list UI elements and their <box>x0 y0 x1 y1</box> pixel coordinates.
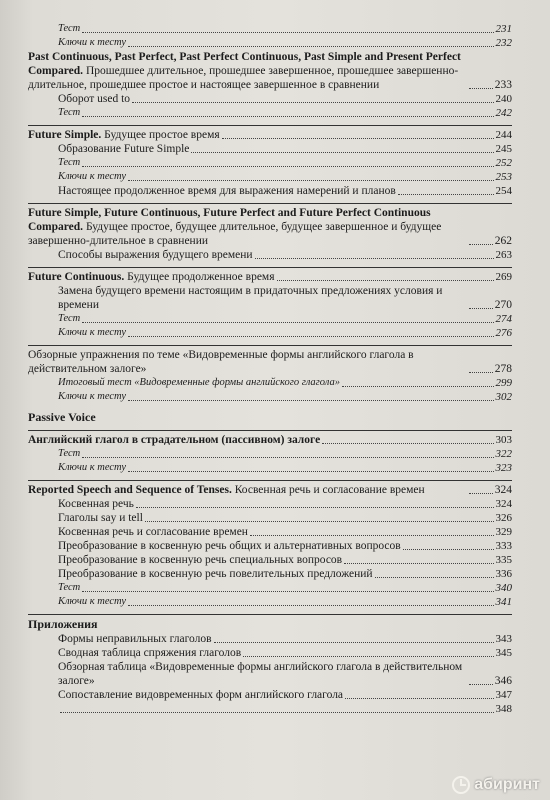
toc-entry: Косвенная речь 324 <box>58 498 512 510</box>
section-divider <box>28 345 512 346</box>
watermark-text: абиринт <box>474 776 540 793</box>
toc-entry: Косвенная речь и согласование времен 329 <box>58 526 512 538</box>
toc-entry: Оборот used to 240 <box>58 93 512 105</box>
toc-section-entry: Past Continuous, Past Perfect, Past Perfect Continuous, Past Simple and Present Perfect Compared. Прошедшее длительное, прошедшее завершенное, прошедшее завершенно-длительное, прошедшее простое и настоящее завершенное в сравнении 233 <box>28 51 512 91</box>
section-divider <box>28 480 512 481</box>
toc-entry: Замена будущего времени настоящим в придаточных предложениях условия и времени 270 <box>58 285 512 311</box>
toc-section-entry: Future Simple, Future Continuous, Future Perfect and Future Perfect Continuous Compared. Будущее простое, будущее длительное, будущее завершенное и будущее завершенно-длительное в сравнении 262 <box>28 207 512 247</box>
toc-entry: Тест 322 <box>58 448 512 460</box>
labirint-logo-icon <box>452 776 470 794</box>
toc-entry: Ключи к тесту 253 <box>58 171 512 183</box>
toc-entry: Тест 274 <box>58 313 512 325</box>
toc-section-entry: Future Simple. Будущее простое время 244 <box>28 129 512 141</box>
toc-entry: Способы выражения будущего времени 263 <box>58 249 512 261</box>
toc-entry: Преобразование в косвенную речь повелительных предложений 336 <box>58 568 512 580</box>
toc-entry: Тест 242 <box>58 107 512 119</box>
toc-entry: Ключи к тесту 276 <box>58 327 512 339</box>
toc-entry: Глаголы say и tell 326 <box>58 512 512 524</box>
toc-entry: Преобразование в косвенную речь специальных вопросов 335 <box>58 554 512 566</box>
toc-entry: Сопоставление видовременных форм английского глагола 347 <box>58 689 512 701</box>
section-divider <box>28 267 512 268</box>
toc-section-entry: Reported Speech and Sequence of Tenses. Косвенная речь и согласование времен 324 <box>28 484 512 496</box>
part-heading: Приложения <box>28 617 98 631</box>
section-divider <box>28 430 512 431</box>
toc-entry: Ключи к тесту 232 <box>58 37 512 49</box>
toc-entry: Ключи к тесту 323 <box>58 462 512 474</box>
toc-entry: Ключи к тесту 341 <box>58 596 512 608</box>
section-divider <box>28 203 512 204</box>
toc-section-entry: Future Continuous. Будущее продолженное время 269 <box>28 271 512 283</box>
toc-entry: Тест 340 <box>58 582 512 594</box>
toc-entry: Обзорная таблица «Видовременные формы английского глагола в действительном залоге» 346 <box>58 661 512 687</box>
toc-entry: Образование Future Simple 245 <box>58 143 512 155</box>
toc-entry: Настоящее продолженное время для выражения намерений и планов 254 <box>58 185 512 197</box>
toc-section-entry: Обзорные упражнения по теме «Видовременные формы английского глагола в действительном залоге» 278 <box>28 349 512 375</box>
watermark <box>452 776 540 794</box>
toc-section-entry: Английский глагол в страдательном (пассивном) залоге 303 <box>28 434 512 446</box>
toc-entry: Формы неправильных глаголов 343 <box>58 633 512 645</box>
toc-entry: Тест 231 <box>58 23 512 35</box>
toc-entry: Ключи к тесту 302 <box>58 391 512 403</box>
toc-entry: Сводная таблица спряжения глаголов 345 <box>58 647 512 659</box>
toc-entry: Преобразование в косвенную речь общих и альтернативных вопросов 333 <box>58 540 512 552</box>
part-heading: Passive Voice <box>28 410 96 424</box>
toc-entry: Тест 252 <box>58 157 512 169</box>
toc-entry: Итоговый тест «Видовременные формы английского глагола» 299 <box>58 377 512 389</box>
section-divider <box>28 125 512 126</box>
table-of-contents <box>28 22 512 716</box>
section-divider <box>28 614 512 615</box>
toc-entry: 348 <box>28 702 512 716</box>
